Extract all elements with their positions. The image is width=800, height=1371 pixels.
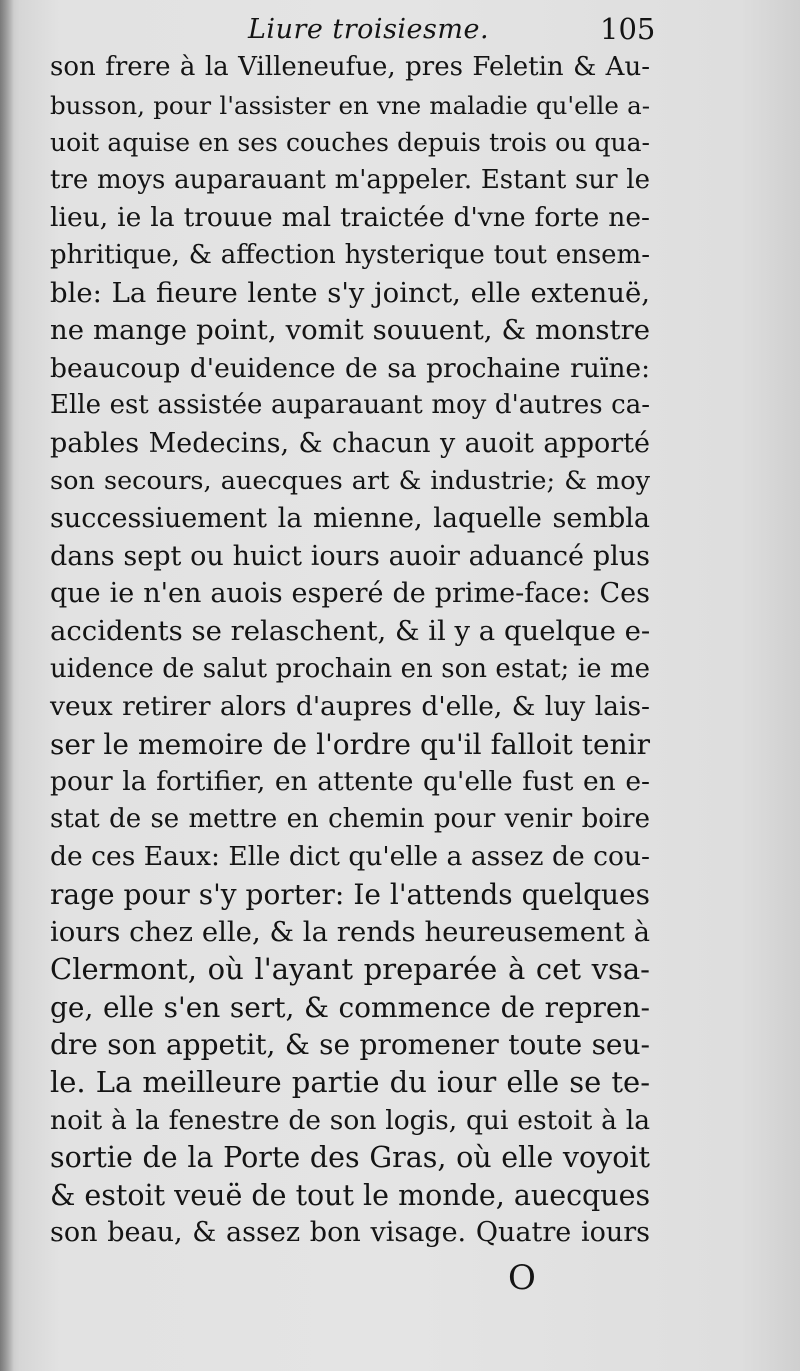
text-line: ge, elle s'en sert, & commence de repren- xyxy=(50,990,650,1024)
text-line: dre son appetit, & se promener toute seu- xyxy=(50,1028,650,1062)
text-line: Clermont, où l'ayant preparée à cet vsa- xyxy=(50,952,650,987)
text-line: busson, pour l'assister en vne maladie qu'elle a- xyxy=(50,90,650,120)
text-line: son secours, auecques art & industrie; & moy xyxy=(50,465,650,496)
text-line: accidents se relaschent, & il y a quelque e- xyxy=(50,614,651,647)
text-line: son frere à la Villeneufue, pres Feletin & Au- xyxy=(50,52,650,82)
body-text xyxy=(50,49,650,1252)
text-line: stat de se mettre en chemin pour venir boire xyxy=(50,803,650,834)
text-line: beaucoup d'euidence de sa prochaine ruïne: xyxy=(50,352,650,384)
text-line: Elle est assistée auparauant moy d'autres ca- xyxy=(50,390,650,421)
text-line: veux retirer alors d'aupres d'elle, & luy lais- xyxy=(50,691,650,723)
text-line: ser le memoire de l'ordre qu'il falloit tenir xyxy=(50,727,650,761)
page-number: 105 xyxy=(600,12,656,46)
text-line: lieu, ie la trouue mal traictée d'vne forte ne- xyxy=(50,202,650,234)
text-line: noit à la fenestre de son logis, qui estoit à la xyxy=(50,1104,650,1136)
text-line: pour la fortifier, en attente qu'elle fust en e- xyxy=(50,766,650,798)
text-line: sortie de la Porte des Gras, où elle voyoit xyxy=(50,1141,650,1175)
text-line: son beau, & assez bon visage. Quatre iours xyxy=(50,1217,650,1249)
text-line: uidence de salut prochain en son estat; ie me xyxy=(50,653,650,684)
text-line: successiuement la mienne, laquelle sembla xyxy=(50,503,650,535)
signature-mark: O xyxy=(508,1258,536,1298)
binding-shadow xyxy=(0,0,14,1371)
text-line: rage pour s'y porter: Ie l'attends quelques xyxy=(50,878,650,912)
text-line: dans sept ou huict iours auoir aduancé plus xyxy=(50,540,650,572)
text-line: que ie n'en auois esperé de prime-face: Ces xyxy=(50,578,650,610)
text-line: pables Medecins, & chacun y auoit apporté xyxy=(50,427,650,459)
text-line: phritique, & affection hysterique tout ensem- xyxy=(50,239,650,270)
text-line: tre moys auparauant m'appeler. Estant sur le xyxy=(50,164,650,195)
text-line: ble: La fieure lente s'y joinct, elle extenuë, xyxy=(50,276,650,309)
text-line: iours chez elle, & la rends heureusement à xyxy=(50,915,650,948)
text-line: & estoit veuë de tout le monde, auecques xyxy=(50,1178,651,1212)
text-line: uoit aquise en ses couches depuis trois ou qua- xyxy=(50,128,650,158)
running-title: Liure troisiesme. xyxy=(248,14,490,45)
text-line: le. La meilleure partie du iour elle se te- xyxy=(50,1065,650,1100)
text-line: de ces Eaux: Elle dict qu'elle a assez de cou- xyxy=(50,841,650,873)
text-line: ne mange point, vomit souuent, & monstre xyxy=(50,314,650,347)
